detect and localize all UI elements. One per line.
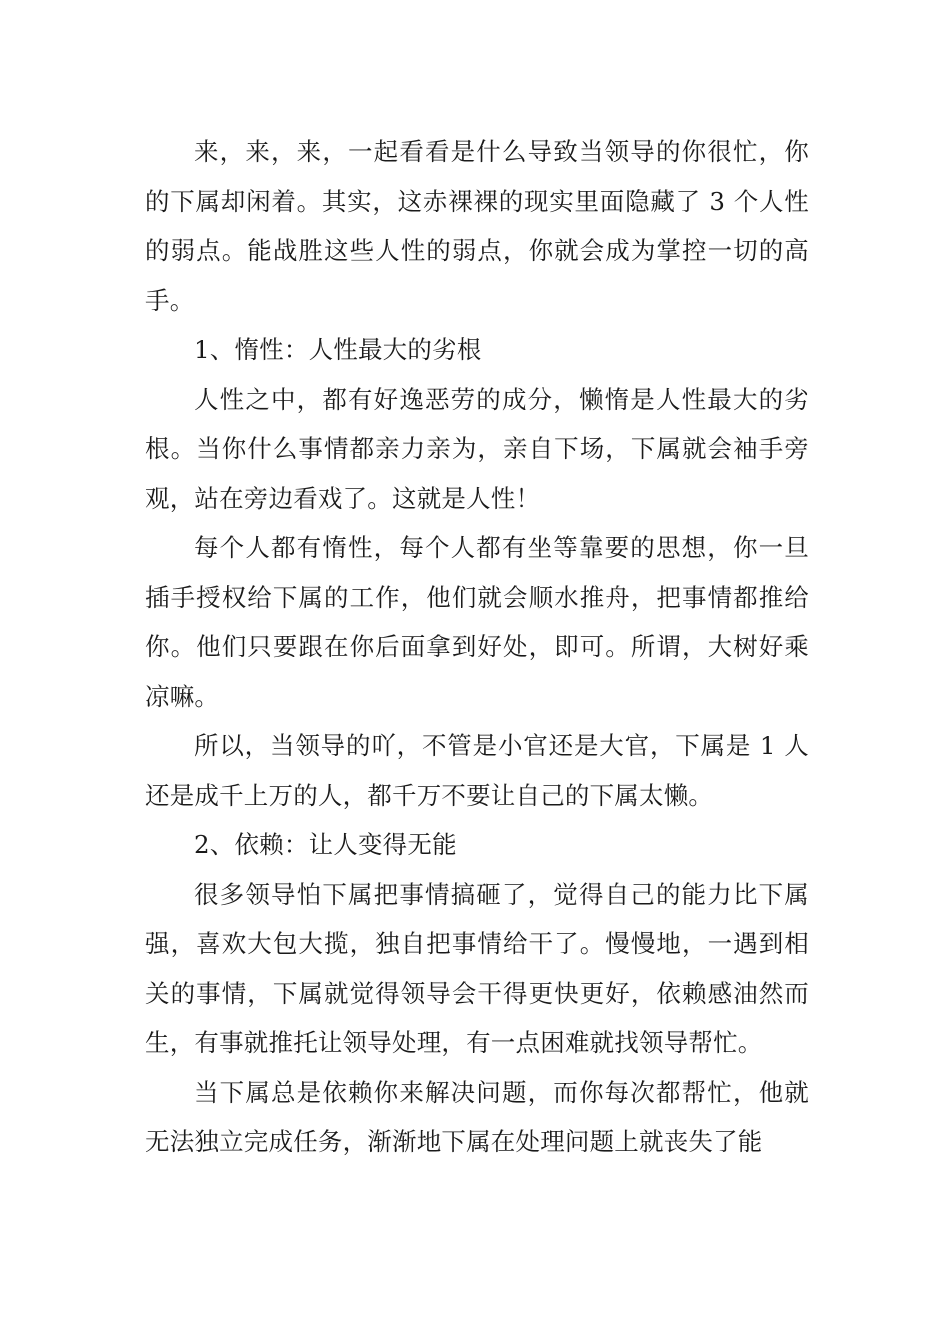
paragraph-inertia-3: 所以，当领导的吖，不管是小官还是大官，下属是 1 人还是成千上万的人，都千万不要让自己的下属太懒。: [145, 731, 809, 810]
paragraph-intro: 来，来，来，一起看看是什么导致当领导的你很忙，你的下属却闲着。其实，这赤裸裸的现实里面隐藏了 3 个人性的弱点。能战胜这些人性的弱点，你就会成为掌控一切的高手。: [145, 137, 809, 315]
paragraph-dependence-1: 很多领导怕下属把事情搞砸了，觉得自己的能力比下属强，喜欢大包大揽，独自把事情给干了。慢慢地，一遇到相关的事情，下属就觉得领导会干得更快更好，依赖感油然而生，有事就推托让领导处理，有一点困难就找领导帮忙。: [145, 879, 809, 1057]
section-heading-inertia: 1、惰性：人性最大的劣根: [194, 335, 482, 364]
paragraph-dependence-2: 当下属总是依赖你来解决问题，而你每次都帮忙，他就无法独立完成任务，渐渐地下属在处理问题上就丧失了能: [145, 1077, 809, 1156]
document-body: [145, 127, 809, 1167]
paragraph-inertia-2: 每个人都有惰性，每个人都有坐等靠要的思想，你一旦插手授权给下属的工作，他们就会顺水推舟，把事情都推给你。他们只要跟在你后面拿到好处，即可。所谓，大树好乘凉嘛。: [145, 533, 809, 711]
paragraph-inertia-1: 人性之中，都有好逸恶劳的成分，懒惰是人性最大的劣根。当你什么事情都亲力亲为，亲自下场，下属就会袖手旁观，站在旁边看戏了。这就是人性！: [145, 384, 809, 513]
section-heading-dependence: 2、依赖：让人变得无能: [194, 830, 457, 859]
